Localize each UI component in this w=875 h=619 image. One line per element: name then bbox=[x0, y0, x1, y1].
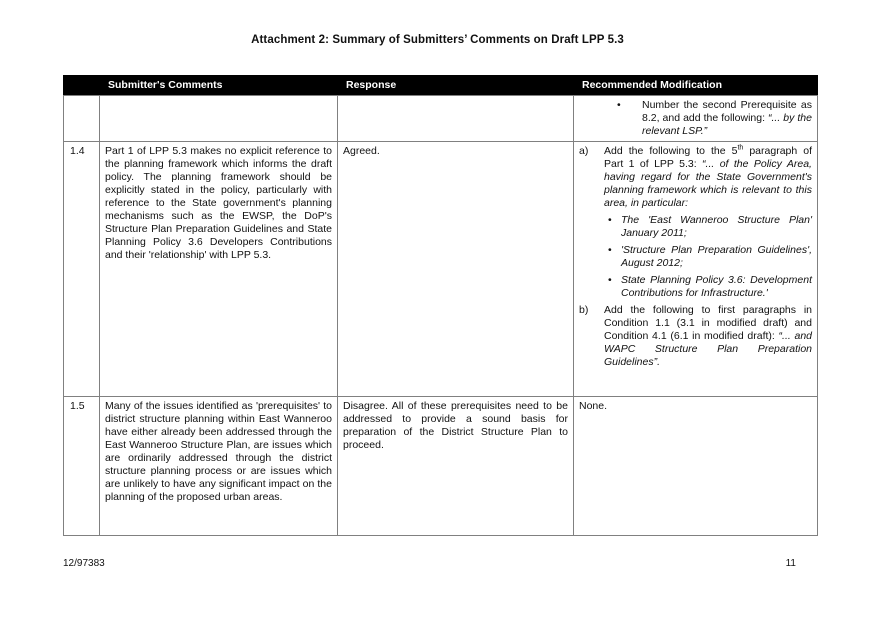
row-number-cell bbox=[64, 96, 100, 142]
comments-cell: Part 1 of LPP 5.3 makes no explicit reference to the planning framework which informs the draft policy. The planning framework should be explicitly stated in the policy, particularly with reference to the State government's planning mechanisms such as the EWSP, the DoP's Structure Plan Preparation Guidelines and State Planning Policy 3.6 Developers Contributions and their 'relationship' with LPP 5.3. bbox=[100, 142, 338, 397]
modification-cell bbox=[574, 397, 818, 536]
page-footer bbox=[63, 558, 796, 569]
modification-bullet-item bbox=[608, 274, 812, 300]
modification-text: None. bbox=[579, 400, 608, 412]
table-row-1-5 bbox=[64, 397, 818, 536]
comments-cell bbox=[100, 96, 338, 142]
modification-text: State Planning Policy 3.6: Development Contributions for Infrastructure.' bbox=[621, 274, 812, 299]
bullet-icon: • bbox=[608, 244, 612, 256]
submitters-comments-table bbox=[63, 75, 818, 536]
modification-text: 'Structure Plan Preparation Guidelines', August 2012; bbox=[621, 244, 812, 269]
document-reference: 12/97383 bbox=[63, 558, 105, 569]
modification-text: Add the following to first paragraphs in Condition 1.1 (3.1 in modified draft) and Condition 4.1 (6.1 in modified draft): “... and WAPC Structure Plan Preparation Guidelines”. bbox=[604, 304, 812, 368]
response-cell: Agreed. bbox=[338, 142, 574, 397]
modification-plain-item bbox=[579, 400, 812, 413]
col-header-response: Response bbox=[338, 76, 574, 96]
page-number: 11 bbox=[785, 558, 796, 569]
response-cell: Disagree. All of these prerequisites need to be addressed to provide a sound basis for preparation of the District Structure Plan to proceed. bbox=[338, 397, 574, 536]
row-number-cell: 1.5 bbox=[64, 397, 100, 536]
modification-alpha-item-b bbox=[579, 304, 812, 369]
modification-cell bbox=[574, 96, 818, 142]
table-header-row bbox=[64, 76, 818, 96]
modification-text: Number the second Prerequisite as 8.2, and add the following: “... by the relevant LSP.” bbox=[642, 99, 812, 137]
bullet-icon: • bbox=[608, 214, 612, 226]
comments-cell: Many of the issues identified as 'prerequisites' to district structure planning within East Wanneroo have either already been addressed through the East Wanneroo Structure Plan, are issues which are ordinarily addressed through the district structure planning process or are issues which are unlikely to have any significant impact on the planning of the proposed urban areas. bbox=[100, 397, 338, 536]
modification-cell bbox=[574, 142, 818, 397]
col-header-recommended-modification: Recommended Modification bbox=[574, 76, 818, 96]
list-marker: a) bbox=[579, 145, 589, 157]
modification-bullet-item bbox=[608, 244, 812, 270]
col-header-number bbox=[64, 76, 100, 96]
modification-alpha-item-a bbox=[579, 145, 812, 210]
bullet-icon: • bbox=[608, 274, 612, 286]
modification-bullet-item bbox=[617, 99, 812, 138]
table-row-1-4 bbox=[64, 142, 818, 397]
modification-bullet-item bbox=[608, 214, 812, 240]
bullet-icon: • bbox=[617, 99, 621, 111]
modification-text: Add the following to the 5th paragraph of Part 1 of LPP 5.3: “... of the Policy Area, having regard for the State Government's planning framework which is relevant to this area, in particular: bbox=[604, 144, 812, 209]
page-title: Attachment 2: Summary of Submitters’ Comments on Draft LPP 5.3 bbox=[251, 34, 624, 46]
modification-text: The 'East Wanneroo Structure Plan' January 2011; bbox=[621, 214, 812, 239]
row-number-cell: 1.4 bbox=[64, 142, 100, 397]
table-row-continuation bbox=[64, 96, 818, 142]
col-header-submitters-comments: Submitter's Comments bbox=[100, 76, 338, 96]
list-marker: b) bbox=[579, 304, 589, 316]
response-cell bbox=[338, 96, 574, 142]
